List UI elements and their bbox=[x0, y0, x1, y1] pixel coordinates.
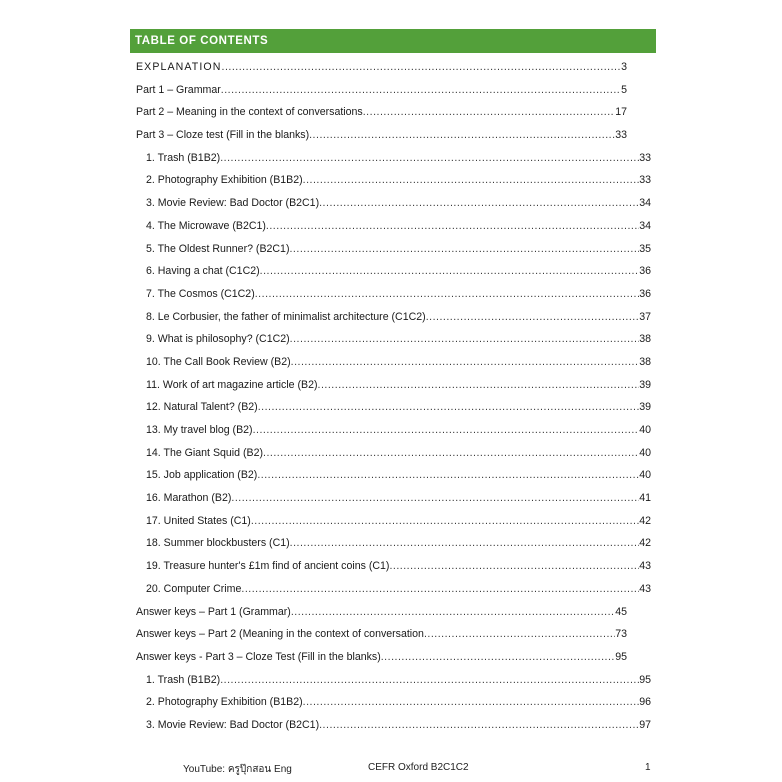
toc-entry-page: 40 bbox=[639, 424, 651, 436]
toc-entry-page: 42 bbox=[639, 514, 651, 527]
toc-entry[interactable] bbox=[136, 510, 651, 533]
toc-entry-label: 12. Natural Talent? (B2) bbox=[146, 401, 258, 414]
toc-entry-label: 1. Trash (B1B2) bbox=[146, 151, 221, 164]
toc-entry[interactable] bbox=[136, 169, 651, 192]
toc-entry-label: Part 1 – Grammar bbox=[136, 83, 221, 96]
dot-leader bbox=[231, 487, 639, 510]
dot-leader bbox=[290, 328, 640, 351]
toc-entry-page: 33 bbox=[639, 151, 651, 164]
dot-leader bbox=[303, 169, 640, 192]
dot-leader bbox=[257, 464, 639, 487]
toc-entry[interactable] bbox=[136, 578, 651, 601]
toc-entry-page: 45 bbox=[615, 605, 627, 618]
toc-entry-label: 17. United States (C1) bbox=[146, 514, 251, 527]
dot-leader bbox=[258, 396, 640, 419]
toc-entry-label: 2. Photography Exhibition (B1B2) bbox=[146, 174, 303, 187]
dot-leader bbox=[389, 555, 639, 578]
dot-leader bbox=[319, 714, 639, 737]
toc-entry[interactable] bbox=[136, 464, 651, 487]
dot-leader bbox=[221, 79, 621, 102]
toc-entry[interactable] bbox=[136, 487, 651, 510]
toc-entry-label: 4. The Microwave (B2C1) bbox=[146, 219, 266, 232]
toc-entry-page: 95 bbox=[615, 650, 627, 663]
toc-entry[interactable] bbox=[136, 238, 651, 261]
toc-entry-page: 96 bbox=[639, 696, 651, 709]
toc-entry-label: Part 2 – Meaning in the context of conversations bbox=[136, 106, 363, 119]
dot-leader bbox=[303, 691, 640, 714]
toc-entry-page: 34 bbox=[639, 197, 651, 210]
dot-leader bbox=[363, 101, 615, 124]
toc-entry[interactable] bbox=[136, 442, 651, 465]
dot-leader bbox=[290, 532, 640, 555]
dot-leader bbox=[424, 623, 615, 646]
toc-entry[interactable] bbox=[136, 147, 651, 170]
dot-leader bbox=[255, 283, 639, 306]
footer-title: CEFR Oxford B2C1C2 bbox=[368, 762, 469, 773]
table-of-contents bbox=[136, 56, 656, 737]
dot-leader bbox=[289, 238, 639, 261]
toc-entry[interactable] bbox=[136, 691, 651, 714]
toc-entry[interactable] bbox=[136, 79, 627, 102]
toc-entry-label: 3. Movie Review: Bad Doctor (B2C1) bbox=[146, 197, 320, 210]
dot-leader bbox=[426, 306, 640, 329]
toc-entry-label: 19. Treasure hunter's £1m find of ancient coins (C1) bbox=[146, 560, 390, 573]
toc-entry-page: 36 bbox=[639, 287, 651, 300]
toc-entry-page: 95 bbox=[639, 673, 651, 686]
toc-entry-page: 37 bbox=[639, 310, 651, 323]
toc-entry-label: 11. Work of art magazine article (B2) bbox=[146, 378, 318, 391]
toc-entry-label: 16. Marathon (B2) bbox=[146, 492, 232, 505]
toc-entry-page: 33 bbox=[615, 129, 627, 142]
dot-leader bbox=[381, 646, 615, 669]
dot-leader bbox=[260, 260, 640, 283]
toc-entry-label: Answer keys – Part 2 (Meaning in the context of conversation bbox=[136, 628, 424, 641]
toc-entry[interactable] bbox=[136, 555, 651, 578]
toc-entry[interactable] bbox=[136, 101, 627, 124]
toc-entry-label: 18. Summer blockbusters (C1) bbox=[146, 537, 290, 550]
toc-entry[interactable] bbox=[136, 374, 651, 397]
dot-leader bbox=[220, 669, 639, 692]
toc-entry[interactable] bbox=[136, 192, 651, 215]
dot-leader bbox=[318, 374, 640, 397]
toc-title: TABLE OF CONTENTS bbox=[135, 35, 269, 47]
toc-entry[interactable] bbox=[136, 124, 627, 147]
toc-entry-page: 40 bbox=[639, 446, 651, 459]
toc-entry-label: 8. Le Corbusier, the father of minimalist architecture (C1C2) bbox=[146, 310, 426, 323]
toc-entry[interactable] bbox=[136, 623, 627, 646]
dot-leader bbox=[291, 351, 640, 374]
toc-entry-label: 3. Movie Review: Bad Doctor (B2C1) bbox=[146, 718, 320, 731]
toc-entry[interactable] bbox=[136, 601, 627, 624]
toc-entry-page: 40 bbox=[639, 469, 651, 482]
toc-entry[interactable] bbox=[136, 532, 651, 555]
toc-entry-label: Part 3 – Cloze test (Fill in the blanks) bbox=[136, 129, 310, 142]
toc-entry-page: 73 bbox=[615, 628, 627, 641]
toc-entry[interactable] bbox=[136, 419, 651, 442]
toc-entry-page: 41 bbox=[639, 492, 651, 505]
dot-leader bbox=[222, 56, 622, 79]
toc-entry-page: 43 bbox=[639, 560, 651, 573]
dot-leader bbox=[263, 442, 639, 465]
toc-entry-page: 17 bbox=[615, 106, 627, 119]
toc-entry-page: 43 bbox=[639, 582, 651, 595]
toc-entry-label: 15. Job application (B2) bbox=[146, 469, 258, 482]
toc-entry-label: 1. Trash (B1B2) bbox=[146, 673, 221, 686]
toc-entry-page: 35 bbox=[639, 242, 651, 255]
toc-entry-label: 10. The Call Book Review (B2) bbox=[146, 355, 291, 368]
toc-entry[interactable] bbox=[136, 328, 651, 351]
toc-entry[interactable] bbox=[136, 351, 651, 374]
toc-entry[interactable] bbox=[136, 260, 651, 283]
dot-leader bbox=[241, 578, 639, 601]
toc-entry-page: 42 bbox=[639, 537, 651, 550]
toc-entry[interactable] bbox=[136, 283, 651, 306]
dot-leader bbox=[309, 124, 615, 147]
toc-entry[interactable] bbox=[136, 669, 651, 692]
toc-entry-page: 34 bbox=[639, 219, 651, 232]
toc-entry[interactable] bbox=[136, 646, 627, 669]
toc-entry-page: 3 bbox=[621, 61, 627, 73]
toc-entry[interactable] bbox=[136, 714, 651, 737]
toc-entry-label: Answer keys - Part 3 – Cloze Test (Fill in the blanks) bbox=[136, 650, 381, 663]
toc-entry-label: 7. The Cosmos (C1C2) bbox=[146, 287, 255, 300]
dot-leader bbox=[266, 215, 639, 238]
toc-entry-page: 39 bbox=[639, 401, 651, 414]
toc-entry-label: 20. Computer Crime bbox=[146, 582, 242, 595]
toc-entry-page: 38 bbox=[639, 333, 651, 346]
toc-entry-label: EXPLANATION bbox=[136, 61, 222, 73]
dot-leader bbox=[291, 601, 615, 624]
toc-entry[interactable] bbox=[136, 306, 651, 329]
toc-entry-label: 13. My travel blog (B2) bbox=[146, 424, 253, 436]
toc-entry-page: 33 bbox=[639, 174, 651, 187]
footer-page-number: 1 bbox=[645, 762, 651, 773]
dot-leader bbox=[220, 147, 639, 170]
toc-entry-label: Answer keys – Part 1 (Grammar) bbox=[136, 605, 291, 618]
toc-entry-label: 9. What is philosophy? (C1C2) bbox=[146, 333, 290, 346]
toc-entry-page: 5 bbox=[621, 83, 627, 96]
toc-entry-page: 38 bbox=[639, 355, 651, 368]
toc-entry-label: 14. The Giant Squid (B2) bbox=[146, 446, 263, 459]
toc-entry[interactable] bbox=[136, 215, 651, 238]
toc-entry[interactable] bbox=[136, 56, 627, 79]
toc-entry[interactable] bbox=[136, 396, 651, 419]
toc-entry-page: 39 bbox=[639, 378, 651, 391]
toc-entry-page: 36 bbox=[639, 265, 651, 278]
toc-entry-label: 2. Photography Exhibition (B1B2) bbox=[146, 696, 303, 709]
footer-youtube: YouTube: ครูปุ๊กสอน Eng bbox=[183, 764, 292, 775]
toc-entry-page: 97 bbox=[639, 718, 651, 731]
dot-leader bbox=[251, 510, 639, 533]
toc-entry-label: 5. The Oldest Runner? (B2C1) bbox=[146, 242, 290, 255]
dot-leader bbox=[253, 419, 640, 442]
toc-header bbox=[130, 29, 656, 53]
toc-entry-label: 6. Having a chat (C1C2) bbox=[146, 265, 260, 278]
dot-leader bbox=[319, 192, 639, 215]
